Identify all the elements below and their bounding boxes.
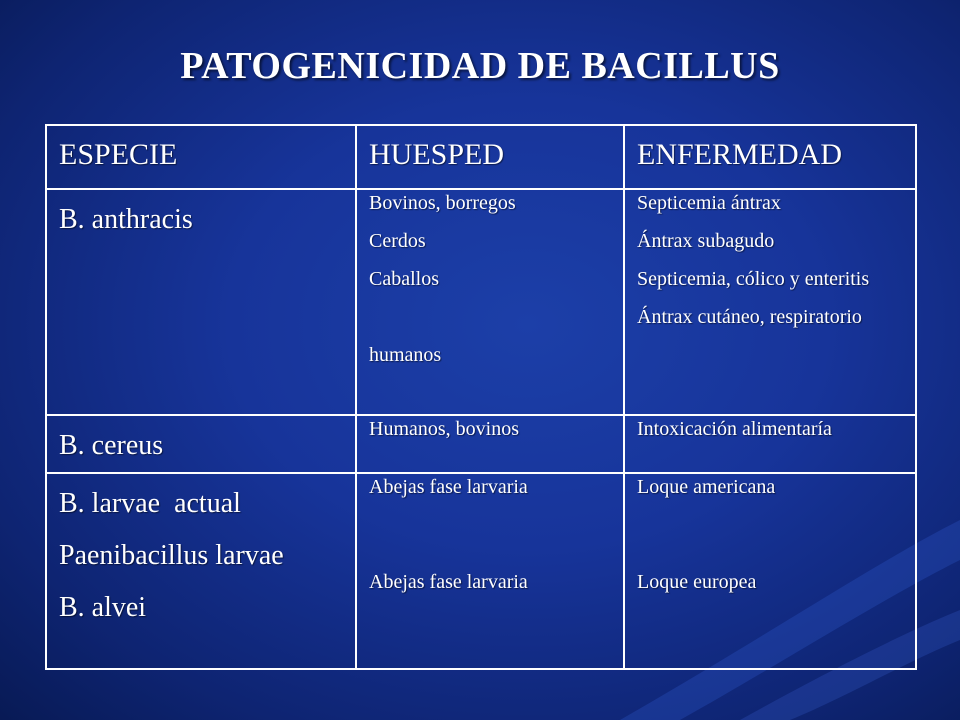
species-name: B. larvae actual — [59, 488, 241, 519]
disease-item: Septicemia ántrax — [637, 192, 781, 214]
table-row — [46, 473, 916, 669]
cell-huesped — [356, 473, 624, 669]
cell-especie — [46, 415, 356, 473]
host-item: Cerdos — [369, 230, 426, 252]
species-name: B. cereus — [59, 430, 164, 461]
disease-item: Ántrax subagudo — [637, 230, 775, 252]
cell-enfermedad — [624, 189, 916, 415]
disease-item: Ántrax cutáneo, respiratorio — [637, 306, 862, 328]
host-item: humanos — [369, 344, 442, 366]
cell-huesped — [356, 189, 624, 415]
cell-huesped — [356, 415, 624, 473]
disease-item: Loque americana — [637, 476, 776, 498]
host-item: Humanos, bovinos — [369, 418, 519, 440]
cell-enfermedad — [624, 415, 916, 473]
species-name: B. anthracis — [59, 204, 193, 235]
header-enfermedad: ENFERMEDAD — [624, 125, 916, 189]
host-item: Bovinos, borregos — [369, 192, 516, 214]
disease-item: Septicemia, cólico y enteritis — [637, 268, 870, 290]
header-especie: ESPECIE — [46, 125, 356, 189]
species-name: Paenibacillus larvae — [59, 540, 284, 571]
host-item: Caballos — [369, 268, 439, 290]
header-huesped: HUESPED — [356, 125, 624, 189]
cell-enfermedad — [624, 473, 916, 669]
cell-especie — [46, 473, 356, 669]
table-row — [46, 415, 916, 473]
cell-especie — [46, 189, 356, 415]
species-name: B. alvei — [59, 592, 147, 623]
host-item: Abejas fase larvaria — [369, 476, 528, 498]
pathogenicity-table — [45, 124, 917, 670]
table-row — [46, 189, 916, 415]
disease-item: Intoxicación alimentaría — [637, 418, 832, 440]
disease-item: Loque europea — [637, 571, 757, 593]
table-header-row — [46, 125, 916, 189]
host-item: Abejas fase larvaria — [369, 571, 528, 593]
slide-title: PATOGENICIDAD DE BACILLUS — [180, 45, 780, 87]
